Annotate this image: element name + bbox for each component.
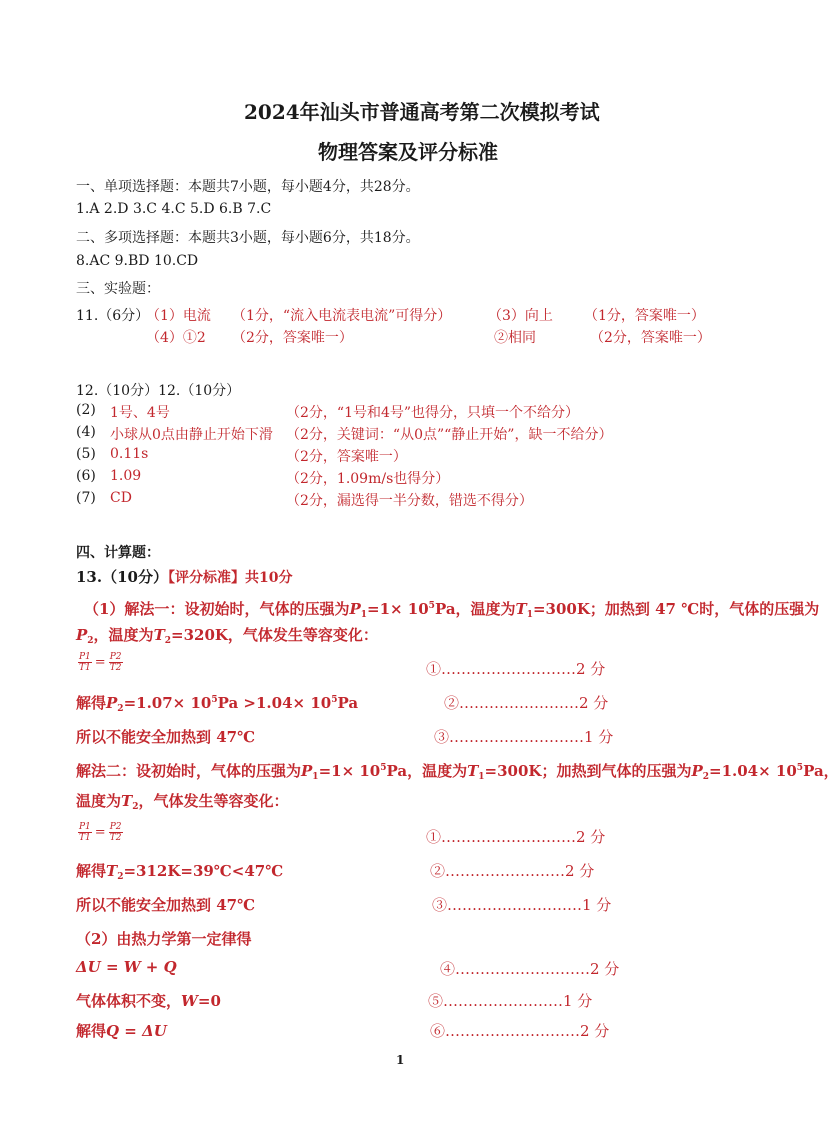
q13-num: 13.（10分）	[76, 568, 168, 586]
q12-row-answer: 1号、4号	[110, 405, 170, 421]
q13-m1-line1: （1）解法一：设初始时，气体的压强为$P_1=1\times 10^5Pa$，温度为$T_1=300K$；加热到 47 ℃时，气体的压强为	[84, 600, 820, 620]
q11-label: 11.（6分）	[76, 308, 150, 324]
q13-m2-solution: 解得$T_2=312K=39℃<47℃$	[76, 862, 284, 882]
q13-m1-score-2: ②……………………2 分	[444, 694, 609, 712]
q11-r2-note-2: （2分，答案唯一）	[590, 330, 711, 346]
q13-m2-equation: $\frac{P1}{T1}$ = $\frac{P2}{T2}$	[79, 822, 122, 843]
q13-m1-score-1: ①………………………2 分	[426, 660, 606, 678]
q13-m2-line1: 解法二：设初始时，气体的压强为$P_1=1\times 10^5Pa$，温度为$T_1=300K$；加热到气体的压强为$P_2=1.04\times 10^5Pa$，	[76, 762, 839, 782]
q12-row-answer: 0.11s	[110, 446, 149, 462]
section-1-heading: 一、单项选择题：本题共7小题，每小题4分，共28分。	[76, 179, 420, 195]
q13-m2-score-3: ③………………………1 分	[432, 896, 612, 914]
section-1-answers: 1.A 2.D 3.C 4.C 5.D 6.B 7.C	[76, 201, 272, 217]
answer-title: 物理答案及评分标准	[318, 140, 498, 164]
section-4-heading: 四、计算题：	[76, 545, 160, 561]
q12-row-note: （2分，“1号和4号”也得分，只填一个不给分）	[286, 405, 580, 421]
q13-m1-line2: $P_2$，温度为$T_2=320K$，气体发生等容变化：	[76, 626, 378, 646]
q12-row-num: (6)	[76, 468, 96, 484]
q12-row-note: （2分，1.09m/s也得分）	[286, 471, 450, 487]
q12-row-answer: 1.09	[110, 468, 142, 484]
q13-m2-score-2: ②……………………2 分	[430, 862, 595, 880]
q11-r1-note-3: （1分，答案唯一）	[584, 308, 705, 324]
q12-row-answer: CD	[110, 490, 132, 506]
q13-m1-conclusion: 所以不能安全加热到 47℃	[76, 728, 256, 746]
q13-p2-intro: （2）由热力学第一定律得	[76, 930, 252, 948]
q11-r2-answer-2: ②相同	[494, 330, 536, 346]
q13-scoring-tag: 【评分标准】共10分	[167, 570, 293, 586]
q12-row-num: (4)	[76, 424, 96, 440]
q11-r1-answer: （1）电流	[146, 308, 211, 324]
q13-m2-conclusion: 所以不能安全加热到 47℃	[76, 896, 256, 914]
q13-header	[76, 566, 292, 587]
q13-p2-result: 解得Q = ΔU	[76, 1022, 167, 1040]
q13-p2-score-4: ④………………………2 分	[440, 960, 620, 978]
q12-row-answer: 小球从0点由静止开始下滑	[110, 427, 273, 443]
q13-p2-score-6: ⑥………………………2 分	[430, 1022, 610, 1040]
q12-row-note: （2分，漏选得一半分数，错选不得分）	[286, 493, 533, 509]
q13-m1-score-3: ③………………………1 分	[434, 728, 614, 746]
section-2-heading: 二、多项选择题：本题共3小题，每小题6分，共18分。	[76, 230, 420, 246]
exam-title: 2024年汕头市普通高考第二次模拟考试	[244, 100, 600, 124]
q12-row-note: （2分，关键词：“从0点”“静止开始”，缺一不给分）	[286, 427, 613, 443]
q11-r2-answer: （4）①2	[146, 330, 206, 346]
page-number: 1	[396, 1053, 405, 1067]
q13-m2-line2: 温度为$T_2$，气体发生等容变化：	[76, 792, 289, 812]
section-2-answers: 8.AC 9.BD 10.CD	[76, 253, 199, 269]
q13-p2-w-zero: 气体体积不变，W=0	[76, 992, 221, 1010]
q12-row-num: (2)	[76, 402, 96, 418]
q12-row-note: （2分，答案唯一）	[286, 449, 407, 465]
q13-p2-score-5: ⑤……………………1 分	[428, 992, 593, 1010]
q11-r2-note: （2分，答案唯一）	[232, 330, 353, 346]
q13-m1-equation: $\frac{P1}{T1}$ = $\frac{P2}{T2}$	[79, 652, 122, 673]
q13-m2-score-1: ①………………………2 分	[426, 828, 606, 846]
q11-r1-answer-3: （3）向上	[488, 308, 553, 324]
q13-p2-equation: ΔU = W + Q	[76, 958, 177, 976]
q11-r1-note: （1分，“流入电流表电流”可得分）	[232, 308, 452, 324]
q12-row-num: (7)	[76, 490, 96, 506]
q13-m1-solution: 解得$P_2=1.07\times 10^5Pa >1.04\times 10^5Pa$	[76, 694, 359, 714]
section-3-heading: 三、实验题：	[76, 281, 160, 297]
q12-label: 12.（10分）12.（10分）	[76, 383, 241, 399]
q12-row-num: (5)	[76, 446, 96, 462]
